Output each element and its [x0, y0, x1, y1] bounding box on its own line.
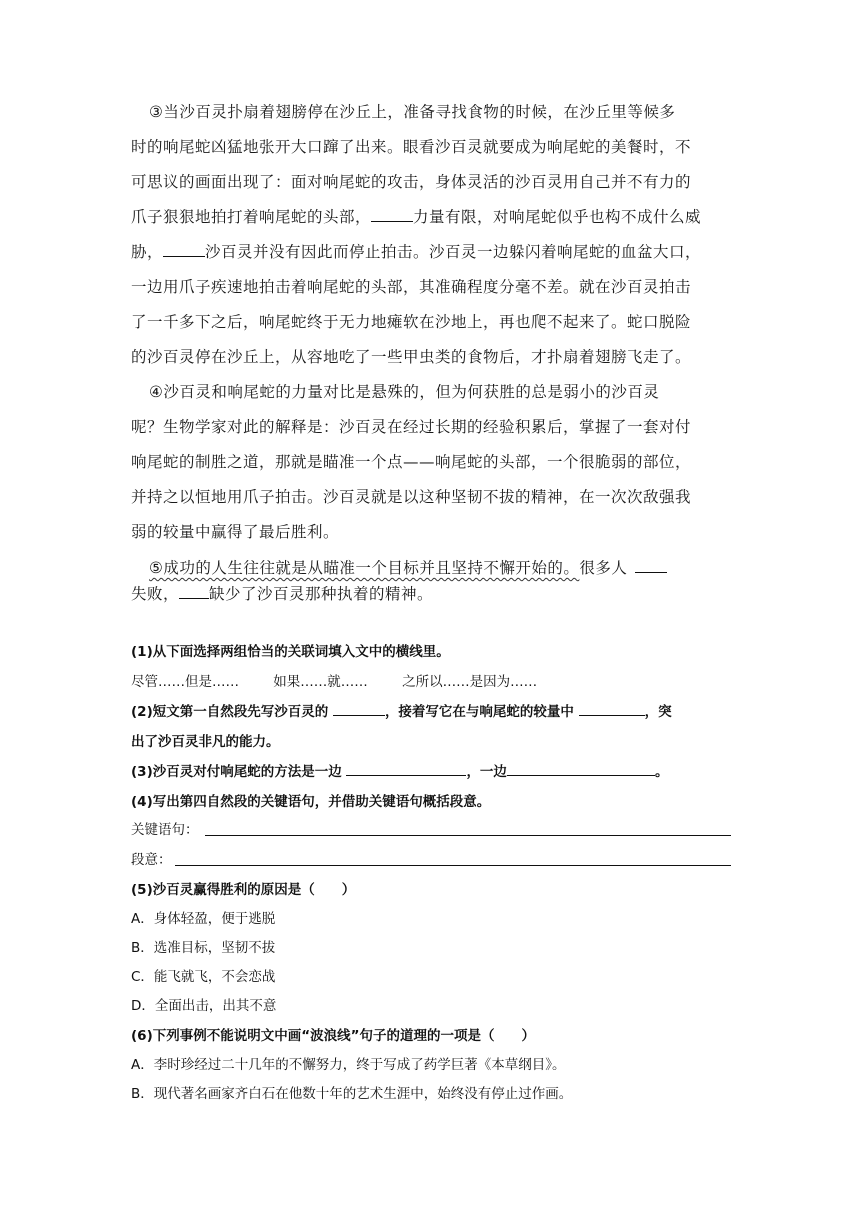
p5-line-1 — [149, 556, 667, 578]
p3-line-4-a: 爪子狠狠地拍打着响尾蛇的头部， — [131, 208, 372, 226]
p4-line-3: 响尾蛇的制胜之道，那就是瞄准一个点——响尾蛇的头部，一个很脆弱的部位， — [131, 453, 692, 471]
q3-blank-1[interactable] — [346, 762, 466, 776]
q1-option-1: 尽管……但是…… — [131, 674, 239, 690]
q2-text-a: (2)短文第一自然段先写沙百灵的 — [131, 704, 329, 720]
p3-line-7: 了一千多下之后，响尾蛇终于无力地瘫软在沙地上，再也爬不起来了。蛇口脱险 — [131, 313, 692, 331]
p3-line-4-b: 力量有限，对响尾蛇似乎也构不成什么威 — [413, 208, 702, 226]
question-1-options — [131, 670, 567, 690]
p3-line-8: 的沙百灵停在沙丘上，从容地吃了一些甲虫类的食物后，才扑扇着翅膀飞走了。 — [131, 348, 692, 366]
p3-line-3: 可思议的画面出现了：面对响尾蛇的攻击，身体灵活的沙百灵用自己并不有力的 — [131, 173, 692, 191]
p5-line-2-a: 失败， — [131, 585, 180, 603]
q4-summary-row — [131, 848, 731, 868]
q5-option-b[interactable]: B．选准目标，坚韧不拔 — [131, 940, 276, 956]
question-2-cont: 出了沙百灵非凡的能力。 — [131, 734, 280, 750]
question-4: (4)写出第四自然段的关键语句，并借助关键语句概括段意。 — [131, 794, 491, 810]
p3-line-5 — [131, 240, 701, 262]
q4-key-label: 关键语句： — [131, 822, 199, 838]
question-1: (1)从下面选择两组恰当的关联词填入文中的横线里。 — [131, 644, 450, 660]
p5-line-2-b: 缺少了沙百灵那种执着的精神。 — [209, 585, 434, 603]
q6-option-a[interactable]: A．李时珍经过二十几年的不懈努力，终于写成了药学巨著《本草纲目》。 — [131, 1057, 566, 1073]
q3-text-a: (3)沙百灵对付响尾蛇的方法是一边 — [131, 764, 342, 780]
q2-text-c: ，突 — [644, 704, 672, 720]
p4-line-2: 呢？生物学家对此的解释是：沙百灵在经过长期的经验积累后，掌握了一套对付 — [131, 418, 692, 436]
question-6: (6)下列事例不能说明文中画“波浪线”句子的道理的一项是（ ） — [131, 1028, 535, 1044]
q4-key-answer-line[interactable] — [205, 835, 731, 836]
p3-line-1: ③当沙百灵扑扇着翅膀停在沙丘上，准备寻找食物的时候，在沙丘里等候多 — [149, 103, 676, 121]
q1-option-2: 如果……就…… — [273, 674, 368, 690]
question-5: (5)沙百灵赢得胜利的原因是（ ） — [131, 882, 356, 898]
p3-line-5-a: 胁， — [131, 243, 164, 261]
q5-option-a[interactable]: A．身体轻盈，便于逃脱 — [131, 911, 276, 927]
p3-line-5-b: 沙百灵并没有因此而停止拍击。沙百灵一边躲闪着响尾蛇的血盆大口， — [205, 243, 702, 261]
q5-option-d[interactable]: D．全面出击，出其不意 — [131, 998, 277, 1014]
q5-option-c[interactable]: C．能飞就飞，不会恋战 — [131, 969, 276, 985]
q6-option-b[interactable]: B．现代著名画家齐白石在他数十年的艺术生涯中，始终没有停止过作画。 — [131, 1086, 573, 1102]
q4-summary-label: 段意： — [131, 852, 172, 868]
fill-blank-4[interactable] — [179, 584, 209, 599]
q1-option-3: 之所以……是因为…… — [402, 674, 538, 690]
p4-line-1: ④沙百灵和响尾蛇的力量对比是悬殊的，但为何获胜的总是弱小的沙百灵 — [149, 383, 660, 401]
q2-blank-2[interactable] — [579, 702, 645, 716]
q2-blank-1[interactable] — [333, 702, 385, 716]
q2-text-b: ，接着写它在与响尾蛇的较量中 — [384, 704, 574, 720]
q4-key-sentence-row — [131, 818, 731, 838]
p5-line-2 — [131, 582, 433, 604]
q3-text-c: 。 — [654, 764, 669, 780]
p3-line-4 — [131, 205, 701, 227]
question-2 — [131, 700, 672, 720]
p5-after: 很多人 — [579, 559, 628, 577]
question-3 — [131, 760, 668, 780]
p3-line-6: 一边用爪子疾速地拍击着响尾蛇的头部，其准确程度分毫不差。就在沙百灵拍击 — [131, 278, 692, 296]
q4-summary-answer-line[interactable] — [175, 865, 731, 866]
p4-line-4: 并持之以恒地用爪子拍击。沙百灵就是以这种坚韧不拔的精神，在一次次敌强我 — [131, 488, 692, 506]
fill-blank-3[interactable] — [635, 558, 667, 573]
p3-line-2: 时的响尾蛇凶猛地张开大口蹿了出来。眼看沙百灵就要成为响尾蛇的美餐时，不 — [131, 138, 692, 156]
wavy-underlined-sentence: ⑤成功的人生往往就是从瞄准一个目标并且坚持不懈开始的。 — [149, 559, 580, 577]
q3-blank-2[interactable] — [507, 762, 655, 776]
p4-line-5: 弱的较量中赢得了最后胜利。 — [131, 523, 340, 541]
fill-blank-1[interactable] — [371, 207, 413, 222]
q3-text-b: ，一边 — [466, 764, 507, 780]
fill-blank-2[interactable] — [163, 242, 205, 257]
